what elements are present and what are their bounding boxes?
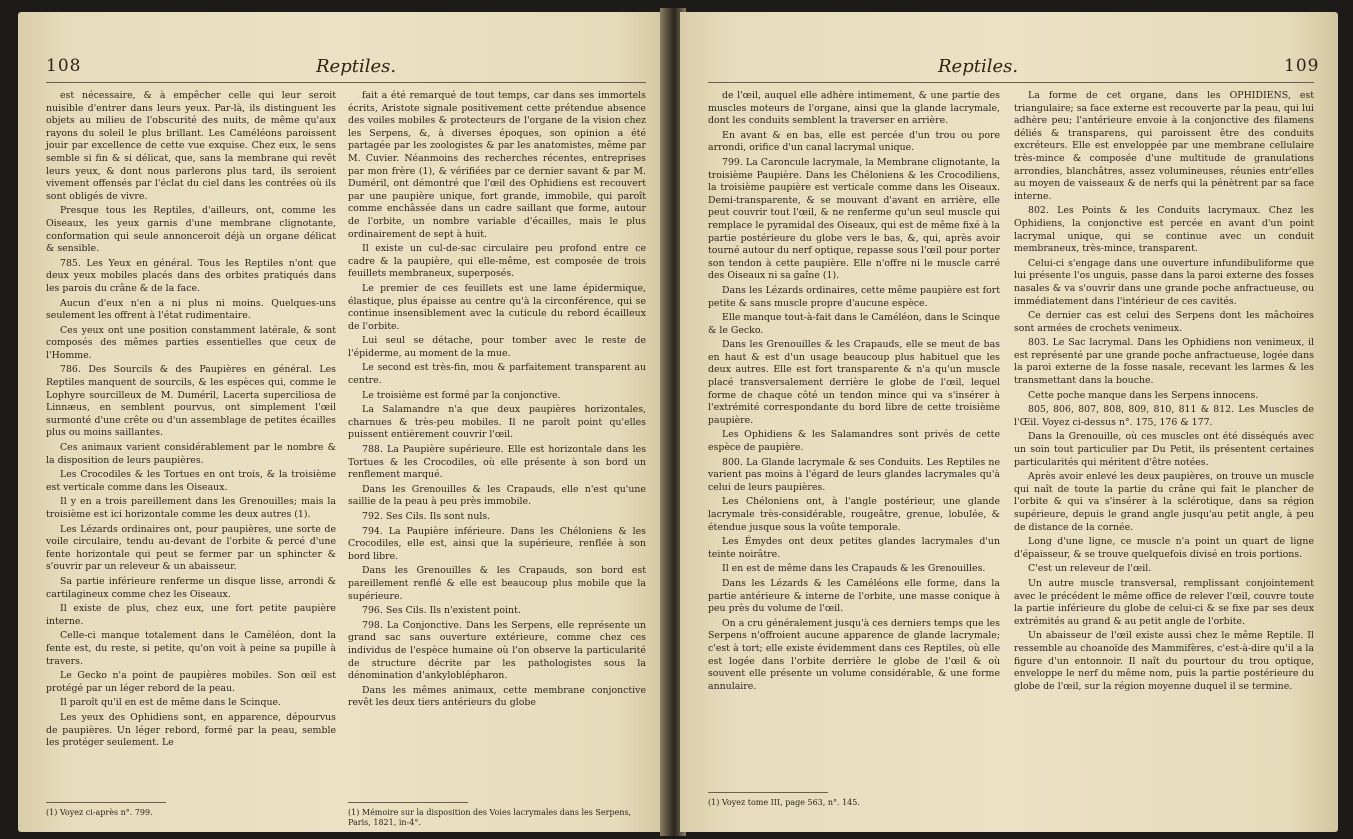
paragraph: 805, 806, 807, 808, 809, 810, 811 & 812. Les Muscles de l'Œil. Voyez ci-dessus n°. 175, 176 & 177. xyxy=(1014,404,1314,428)
paragraph: Sa partie inférieure renferme un disque lisse, arrondi & cartilagineux comme chez les Oiseaux. xyxy=(46,575,336,600)
left-header-rule xyxy=(46,82,646,83)
paragraph: Dans les mêmes animaux, cette membrane conjonctive revêt les deux tiers antérieurs du globe xyxy=(348,684,646,709)
paragraph: Aucun d'eux n'en a ni plus ni moins. Quelques-uns seulement les offrent à l'état rudimentaire. xyxy=(46,297,336,322)
paragraph: Les Émydes ont deux petites glandes lacrymales d'un teinte noirâtre. xyxy=(708,536,1000,560)
left-page xyxy=(18,12,666,832)
paragraph: On a cru généralement jusqu'à ces derniers temps que les Serpens n'offroient aucune apparence de glande lacrymale; c'est à tort; elle existe évidemment dans ces Reptiles, où elle est logée dans l'orbite derrière le globe de l'œil & où souvent elle présente un volume considérable, & une forme annulaire. xyxy=(708,617,1000,692)
paragraph: Dans les Lézards & les Caméléons elle forme, dans la partie antérieure & interne de l'orbite, une masse conique à peu près du volume de l'œil. xyxy=(708,577,1000,615)
paragraph: 794. La Paupière inférieure. Dans les Chéloniens & les Crocodiles, elle est, ainsi que la supérieure, renflée à son bord libre. xyxy=(348,525,646,562)
paragraph: Les Crocodiles & les Tortues en ont trois, & la troisième est verticale comme dans les Oiseaux. xyxy=(46,469,336,493)
left-folio: 108 xyxy=(46,56,82,76)
paragraph: 799. La Caroncule lacrymale, la Membrane clignotante, la troisième Paupière. Dans les Chéloniens & les Crocodiliens, la troisième paupière est verticale comme dans les Oiseaux. Demi-transparente, & se mouvant d'avant en arrière, elle peut couvrir tout l'œil, & ne renferme qu'un seul muscle qui remplace le pyramidal des Oiseaux, qui est de même fixé à la partie postérieure du globe vers le bas, &, qui, après avoir tourné autour du nerf optique, repasse sous l'œil pour porter son tendon à cette paupière. Elle n'offre ni le muscle carré des Oiseaux ni sa gaîne (1). xyxy=(708,156,1000,282)
paragraph: Dans les Grenouilles & les Crapauds, elle se meut de bas en haut & est d'un usage beaucoup plus habituel que les deux autres. Elle est fort transparente & n'a qu'un muscle placé transversalement derrière le globe de l'œil, lequel forme de chaque côté un tendon mince qui va s'insérer à l'extrémité correspondante du bord libre de cette troisième paupière. xyxy=(708,339,1000,426)
paragraph: Il y en a trois pareillement dans les Grenouilles; mais la troisième est ici horizontale comme les deux autres (1). xyxy=(46,496,336,520)
paragraph: Ces animaux varient considérablement par le nombre & la disposition de leurs paupières. xyxy=(46,442,336,466)
left-footnote-1: (1) Voyez ci-après n°. 799. xyxy=(46,808,153,817)
paragraph: Cette poche manque dans les Serpens innocens. xyxy=(1028,389,1259,401)
paragraph: 785. Les Yeux en général. Tous les Reptiles n'ont que deux yeux mobiles placés dans des orbites pratiqués dans les parois du crâne & de la face. xyxy=(46,257,336,294)
left-footnote-rule-2 xyxy=(348,802,468,803)
paragraph: Un abaisseur de l'œil existe aussi chez le même Reptile. Il ressemble au choanoïde des Mammifères, c'est-à-dire qu'il a la figure d'un entonnoir. Il naît du pourtour du trou optique, enveloppe le nerf du même nom, puis la partie postérieure du globe de l'œil, sur la région moyenne duquel il se termine. xyxy=(1014,630,1314,692)
paragraph: Il existe de plus, chez eux, une fort petite paupière interne. xyxy=(46,603,336,627)
paragraph: La Salamandre n'a que deux paupières horizontales, charnues & très-peu mobiles. Il ne paroît point qu'elles puissent entièrement couvrir l'œil. xyxy=(348,404,646,441)
paragraph: Le premier de ces feuillets est une lame épidermique, élastique, plus épaisse au centre qu'à la circonférence, qui se continue insensiblement avec la cuticule du rebord écailleux de l'orbite. xyxy=(348,282,646,332)
paragraph: Presque tous les Reptiles, d'ailleurs, ont, comme les Oiseaux, les yeux garnis d'une membrane clignotante, conformation qui seule annonceroit déjà un organe délicat & sensible. xyxy=(46,205,336,255)
paragraph: Les yeux des Ophidiens sont, en apparence, dépourvus de paupières. Un léger rebord, formé par la peau, semble les protéger seulement. Le xyxy=(46,711,336,749)
paragraph: est nécessaire, & à empêcher celle qui leur seroit nuisible d'entrer dans leurs yeux. Par-là, ils distinguent les objets au milieu de l'obscurité des nuits, de même qu'aux rayons du soleil le plus brillant. Les Caméléons paroissent jouir par excellence de cette vue exquise. Chez eux, le sens semble si fin & si délicat, que, sans la membrane qui revêt leurs yeux, & dont nous parlerons plus tard, ils seroient vivement offensés par l'éclat du ciel dans les contrées où ils sont obligés de vivre. xyxy=(46,90,336,202)
paragraph: Dans la Grenouille, où ces muscles ont été disséqués avec un soin tout particulier par Du Petit, ils présentent certaines particularités qui méritent d'être notées. xyxy=(1014,431,1314,468)
paragraph: Ces yeux ont une position constamment latérale, & sont composés des mêmes parties essentielles que ceux de l'Homme. xyxy=(46,324,336,361)
right-column-2 xyxy=(1014,90,1314,695)
paragraph: La forme de cet organe, dans les OPHIDIENS, est triangulaire; sa face externe est recouverte par la peau, qui lui adhère peu; l'antérieure envoie à la conjonctive des filamens déliés & transparens, qui paroissent être des conduits excréteurs. Elle est enveloppée par une membrane cellulaire très-mince & composée d'une multitude de granulations arrondies, blanchâtres, assez volumineuses, réunies entr'elles au moyen de vaisseaux & de nerfs qui la pénètrent par sa face interne. xyxy=(1014,90,1314,202)
paragraph: Le troisième est formé par la conjonctive. xyxy=(362,389,561,401)
paragraph: 798. La Conjonctive. Dans les Serpens, elle représente un grand sac sans ouverture extérieure, comme chez ces individus de l'espèce humaine où l'on observe la particularité de structure décrite par les pathologistes sous la dénomination d'ankyloblépharon. xyxy=(348,619,646,682)
right-header-rule xyxy=(708,82,1314,83)
paragraph: Ce dernier cas est celui des Serpens dont les mâchoires sont armées de crochets venimeux. xyxy=(1014,310,1314,334)
paragraph: de l'œil, auquel elle adhère intimement, & une partie des muscles moteurs de l'organe, ainsi que la glande lacrymale, dont les conduits semblent la traverser en arrière. xyxy=(708,90,1000,127)
paragraph: 788. La Paupière supérieure. Elle est horizontale dans les Tortues & les Crocodiles, où elle présente à son bord un renflement marqué. xyxy=(348,444,646,481)
right-footnote-1: (1) Voyez tome III, page 563, n°. 145. xyxy=(708,798,860,807)
left-footnote-rule xyxy=(46,802,166,803)
right-page xyxy=(680,12,1338,832)
paragraph: Les Lézards ordinaires ont, pour paupières, une sorte de voile circulaire, tendu au-devant de l'orbite & percé d'une fente horizontale qui peut se fermer par un sphincter & s'ouvrir par un releveur & un abaisseur. xyxy=(46,523,336,573)
left-column-1 xyxy=(46,90,336,752)
paragraph: Les Chéloniens ont, à l'angle postérieur, une glande lacrymale très-considérable, rougeâtre, grenue, lobulée, & étendue jusque sous la voûte temporale. xyxy=(708,496,1000,533)
paragraph: Le Gecko n'a point de paupières mobiles. Son œil est protégé par un léger rebord de la peau. xyxy=(46,670,336,694)
right-folio: 109 xyxy=(1284,56,1320,76)
paragraph: 792. Ses Cils. Ils sont nuls. xyxy=(362,511,491,522)
paragraph: Dans les Grenouilles & les Crapauds, elle n'est qu'une saillie de la peau à peu près immobile. xyxy=(348,483,646,508)
paragraph: 802. Les Points & les Conduits lacrymaux. Chez les Ophidiens, la conjonctive est percée en avant d'un point lacrymal unique, qui se continue avec un conduit membraneux, très-mince, transparent. xyxy=(1014,205,1314,255)
left-column-2 xyxy=(348,90,646,712)
paragraph: Celle-ci manque totalement dans le Caméléon, dont la fente est, du reste, si petite, qu'on voit à peine sa pupille à travers. xyxy=(46,630,336,667)
paragraph: Dans les Lézards ordinaires, cette même paupière est fort petite & sans muscle propre d'aucune espèce. xyxy=(708,284,1000,309)
paragraph: Dans les Grenouilles & les Crapauds, son bord est pareillement renflé & elle est beaucoup plus mobile que la supérieure. xyxy=(348,565,646,602)
paragraph: Les Ophidiens & les Salamandres sont privés de cette espèce de paupière. xyxy=(708,429,1000,454)
paragraph: Lui seul se détache, pour tomber avec le reste de l'épiderme, au moment de la mue. xyxy=(348,335,646,359)
paragraph: Il en est de même dans les Crapauds & les Grenouilles. xyxy=(722,563,986,575)
right-footnote-rule xyxy=(708,792,828,793)
paragraph: Elle manque tout-à-fait dans le Caméléon, dans le Scinque & le Gecko. xyxy=(708,312,1000,336)
paragraph: 786. Des Sourcils & des Paupières en général. Les Reptiles manquent de sourcils, & les espèces qui, comme le Lophyre sourcilleux de M. Duméril, Lacerta superciliosa de Linnæus, en semblent pourvus, ont simplement l'œil surmonté d'une crête ou d'un assemblage de petites écailles plus ou moins saillantes. xyxy=(46,364,336,439)
paragraph: En avant & en bas, elle est percée d'un trou ou pore arrondi, orifice d'un canal lacrymal unique. xyxy=(708,129,1000,154)
paragraph: Long d'une ligne, ce muscle n'a point un quart de ligne d'épaisseur, & se trouve quelquefois divisé en trois portions. xyxy=(1014,536,1314,560)
left-running-head: Reptiles. xyxy=(316,56,397,77)
paragraph: Le second est très-fin, mou & parfaitement transparent au centre. xyxy=(348,362,646,387)
paragraph: C'est un releveur de l'œil. xyxy=(1028,563,1152,575)
paragraph: fait a été remarqué de tout temps, car dans ses immortels écrits, Aristote signale positivement cette prétendue absence des voiles mobiles & protecteurs de l'organe de la vision chez les Serpens, &, à diverses époques, son opinion a été partagée par les zoologistes & par les anatomistes, même par M. Cuvier. Néanmoins des recherches récentes, entreprises par mon frère (1), & vérifiées par ce dernier savant & par M. Duméril, ont démontré que l'œil des Ophidiens est recouvert par une paupière unique, fort grande, immobile, qui paroît comme enchâssée dans un cadre saillant que forme, autour de l'orbite, un nombre variable d'écailles, mais le plus ordinairement de sept à huit. xyxy=(348,90,646,240)
paragraph: Un autre muscle transversal, remplissant conjointement avec le précédent le même office de relever l'œil, couvre toute la partie inférieure du globe de celui-ci & se fixe par ses deux extrémités au grand & au petit angle de l'orbite. xyxy=(1014,577,1314,627)
paragraph: Il paroît qu'il en est de même dans le Scinque. xyxy=(60,697,282,709)
right-column-1 xyxy=(708,90,1000,695)
right-running-head: Reptiles. xyxy=(938,56,1019,77)
paragraph: 796. Ses Cils. Ils n'existent point. xyxy=(362,605,521,617)
paragraph: Après avoir enlevé les deux paupières, on trouve un muscle qui naît de toute la partie du crâne qui fait le plancher de l'orbite & qui va s'insérer à la sclérotique, dans sa région supérieure, depuis le grand angle jusqu'au petit angle, à peu de distance de la cornée. xyxy=(1014,471,1314,533)
paragraph: 803. Le Sac lacrymal. Dans les Ophidiens non venimeux, il est représenté par une grande poche anfractueuse, logée dans la paroi externe de la fosse nasale, recevant les larmes & les transmettant dans la bouche. xyxy=(1014,337,1314,387)
paragraph: 800. La Glande lacrymale & ses Conduits. Les Reptiles ne varient pas moins à l'égard de leurs glandes lacrymales qu'à celui de leurs paupières. xyxy=(708,456,1000,493)
paragraph: Celui-ci s'engage dans une ouverture infundibuliforme que lui présente l'os unguis, passe dans la paroi externe des fosses nasales & va s'ouvrir dans une grande poche anfractueuse, ou immédiatement dans l'intérieur de ces cavités. xyxy=(1014,257,1314,307)
paragraph: Il existe un cul-de-sac circulaire peu profond entre ce cadre & la paupière, qui elle-même, est composée de trois feuillets membraneux, superposés. xyxy=(348,243,646,280)
left-footnote-2: (1) Mémoire sur la disposition des Voies lacrymales dans les Serpens, Paris, 1821, in-4°. xyxy=(348,808,632,827)
